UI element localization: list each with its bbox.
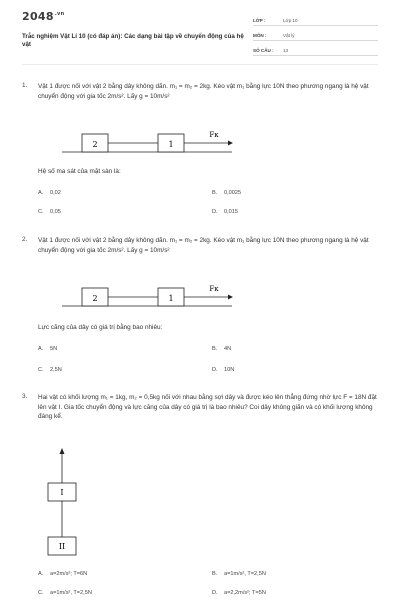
block-label: 2 [92, 140, 98, 149]
block-label: II [58, 542, 66, 551]
meta-key: MÔN : [253, 33, 267, 38]
option-letter: D. [212, 209, 218, 215]
meta-row-count [253, 44, 378, 56]
meta-key: LỚP : [253, 18, 266, 23]
option-letter: B. [212, 571, 218, 577]
option-letter: B. [212, 190, 218, 196]
option-text: a=2m/s²; T=6N [50, 571, 88, 577]
option-b[interactable] [212, 346, 231, 352]
vertical-blocks-diagram [42, 447, 82, 569]
option-letter: D. [212, 590, 218, 596]
option-a[interactable] [38, 346, 57, 352]
header [0, 0, 400, 70]
question-text: Vật 1 được nối với vật 2 bằng dây không dãn. m₁ = m₂ = 2kg. Kéo vật m₁ bằng lực 10N theo phương ngang là hệ vật chuyển động với gia tốc 2m/s². Lấy g = 10m/s² [38, 83, 369, 100]
meta-row-subject [253, 29, 378, 41]
question-subprompt: Hệ số ma sát của mặt sàn là: [38, 168, 121, 175]
question-2 [22, 236, 382, 376]
meta-value: Vật lý [283, 33, 295, 38]
meta-value: 13 [283, 48, 289, 53]
option-text: a=1m/s², T=2,5N [50, 590, 92, 596]
question-text: Vật 1 được nối với vật 2 bằng dây không dãn. m₁ = m₂ = 2kg. Kéo vật m₁ bằng lực 10N theo phương ngang là hệ vật chuyển động với gia tốc 2m/s². Lấy g = 10m/s² [38, 237, 369, 254]
option-letter: A. [38, 346, 44, 352]
question-number: 3. [22, 393, 28, 400]
logo-text: 2048 [22, 10, 54, 23]
block-label: I [60, 488, 64, 497]
block-label: 2 [92, 294, 98, 303]
block-label: 1 [168, 294, 174, 303]
meta-key: SỐ CÂU : [253, 48, 274, 53]
option-c[interactable] [38, 209, 61, 215]
option-letter: C. [38, 590, 44, 596]
option-text: a=2,2m/s²; T=5N [224, 590, 266, 596]
option-b[interactable] [212, 571, 266, 577]
question-text: Hai vật có khối lượng m₁ = 1kg, m₂ = 0,5kg nối với nhau bằng sợi dây và được kéo lên thẳng đứng nhờ lực F = 18N đặt lên vật I. Gia tốc chuyển động và lực căng của dây có giá trị là bao nhiêu? Coi dây không giãn và có khối lượng không đáng kể. [38, 394, 377, 420]
option-text: 4N [224, 346, 232, 352]
option-letter: A. [38, 571, 44, 577]
option-d[interactable] [212, 367, 234, 373]
horizontal-blocks-diagram [62, 278, 252, 314]
question-3 [22, 393, 382, 598]
option-text: 0,02 [50, 190, 61, 196]
question-number: 2. [22, 236, 28, 243]
meta-value: Lớp 10 [283, 18, 298, 23]
logo-suffix: .vn [54, 11, 65, 18]
option-d[interactable] [212, 590, 266, 596]
option-letter: B. [212, 346, 218, 352]
option-c[interactable] [38, 590, 92, 596]
option-text: 5N [50, 346, 58, 352]
meta-info [253, 14, 378, 59]
option-text: 0,015 [224, 209, 238, 215]
horizontal-blocks-diagram [62, 124, 252, 160]
question-subprompt: Lực căng của dây có giá trị bằng bao nhiêu: [38, 324, 163, 331]
header-divider [22, 64, 378, 65]
option-letter: C. [38, 209, 44, 215]
option-text: 2,5N [50, 367, 62, 373]
block-label: 1 [168, 140, 174, 149]
option-text: 10N [224, 367, 235, 373]
force-label: Fк [209, 285, 219, 293]
meta-row-class [253, 14, 378, 26]
option-text: 0,0025 [224, 190, 242, 196]
force-label: Fк [209, 131, 219, 139]
option-a[interactable] [38, 571, 87, 577]
option-b[interactable] [212, 190, 241, 196]
option-letter: A. [38, 190, 44, 196]
question-number: 1. [22, 82, 28, 89]
document-title: Trắc nghiệm Vật Lí 10 (có đáp án): Các dạng bài tập về chuyển động của hệ vật [22, 33, 244, 48]
option-d[interactable] [212, 209, 238, 215]
option-text: 0,05 [50, 209, 61, 215]
option-letter: D. [212, 367, 218, 373]
option-a[interactable] [38, 190, 61, 196]
option-text: a=1m/s², T=2,5N [224, 571, 266, 577]
option-letter: C. [38, 367, 44, 373]
option-c[interactable] [38, 367, 62, 373]
site-logo[interactable] [22, 10, 64, 23]
question-1 [22, 82, 382, 222]
